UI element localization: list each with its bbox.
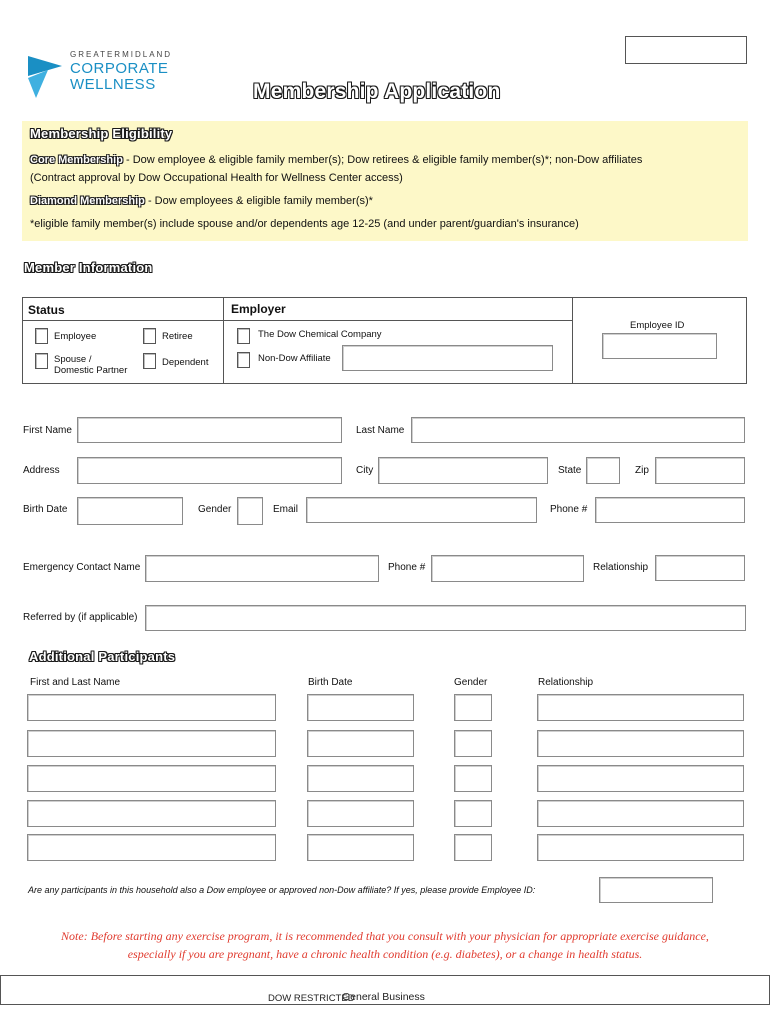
- city-label: City: [356, 465, 374, 476]
- member-info-heading: Member Information: [24, 260, 153, 275]
- heading-underline-employer: [223, 320, 573, 321]
- col-birth-header: Birth Date: [308, 677, 353, 688]
- employer-divider: [572, 297, 573, 384]
- relationship-input[interactable]: [655, 555, 745, 581]
- health-note-line1: Note: Before starting any exercise program, it is recommended that you consult with your physician for appropriate exercise guidance,: [61, 929, 709, 943]
- footer-restricted: DOW RESTRICTED: [268, 993, 355, 1004]
- participant-2-gender[interactable]: [454, 730, 492, 757]
- email-input[interactable]: [306, 497, 537, 523]
- last-name-label: Last Name: [356, 425, 405, 436]
- participant-4-gender[interactable]: [454, 800, 492, 827]
- eligibility-heading: Membership Eligibility: [30, 126, 173, 141]
- heading-underline-status: [22, 320, 224, 321]
- diamond-membership-label: Diamond Membership: [30, 195, 145, 207]
- status-spouse-checkbox[interactable]: [35, 353, 48, 369]
- participant-1-birth[interactable]: [307, 694, 414, 721]
- status-divider: [223, 297, 224, 384]
- logo-line2: CORPORATE: [70, 60, 169, 77]
- status-heading: Status: [28, 303, 65, 317]
- participant-5-gender[interactable]: [454, 834, 492, 861]
- employee-id-input[interactable]: [602, 333, 717, 359]
- participant-1-relationship[interactable]: [537, 694, 744, 721]
- office-use-box[interactable]: [625, 36, 747, 64]
- employer-non-dow-label: Non-Dow Affiliate: [258, 353, 331, 364]
- participant-1-gender[interactable]: [454, 694, 492, 721]
- emergency-phone-label: Phone #: [388, 562, 426, 573]
- participant-2-relationship[interactable]: [537, 730, 744, 757]
- address-label: Address: [23, 465, 60, 476]
- non-dow-affiliate-input[interactable]: [342, 345, 553, 371]
- status-domestic-partner-label: Domestic Partner: [54, 365, 128, 376]
- participant-4-name[interactable]: [27, 800, 276, 827]
- status-employee-checkbox[interactable]: [35, 328, 48, 344]
- emergency-contact-input[interactable]: [145, 555, 379, 582]
- city-input[interactable]: [378, 457, 548, 484]
- col-name-header: First and Last Name: [30, 677, 121, 688]
- status-dependent-label: Dependent: [162, 357, 209, 368]
- core-membership-label: Core Membership: [30, 154, 123, 166]
- employer-non-dow-checkbox[interactable]: [237, 352, 250, 368]
- core-membership-line: [30, 154, 642, 166]
- status-spouse-label: Spouse /: [54, 354, 92, 365]
- zip-label: Zip: [635, 465, 649, 476]
- employee-id-label: Employee ID: [630, 320, 685, 331]
- participant-4-relationship[interactable]: [537, 800, 744, 827]
- status-retiree-label: Retiree: [162, 331, 193, 342]
- employer-heading: Employer: [231, 302, 286, 316]
- participant-employee-id-input[interactable]: [599, 877, 713, 903]
- participant-4-birth[interactable]: [307, 800, 414, 827]
- col-relationship-header: Relationship: [538, 677, 594, 688]
- first-name-input[interactable]: [77, 417, 342, 443]
- eligibility-footnote: *eligible family member(s) include spouse and/or dependents age 12-25 (and under parent/guardian's insurance): [30, 218, 579, 230]
- status-dependent-checkbox[interactable]: [143, 353, 156, 369]
- referred-by-label: Referred by (if applicable): [23, 612, 138, 623]
- participants-question: Are any participants in this household also a Dow employee or approved non-Dow affiliate? If yes, please provide Employee ID:: [28, 885, 536, 895]
- phone-input[interactable]: [595, 497, 745, 523]
- state-input[interactable]: [586, 457, 620, 484]
- diamond-membership-text: - Dow employees & eligible family member(s)*: [144, 195, 373, 207]
- participant-3-relationship[interactable]: [537, 765, 744, 792]
- emergency-contact-label: Emergency Contact Name: [23, 562, 141, 573]
- col-gender-header: Gender: [454, 677, 488, 688]
- logo-line1: GREATERMIDLAND: [70, 50, 173, 59]
- participant-5-birth[interactable]: [307, 834, 414, 861]
- participant-1-name[interactable]: [27, 694, 276, 721]
- logo: [28, 50, 198, 100]
- relationship-label: Relationship: [593, 562, 649, 573]
- status-employee-label: Employee: [54, 331, 97, 342]
- phone-label: Phone #: [550, 504, 588, 515]
- gender-label: Gender: [198, 504, 232, 515]
- logo-chevron-icon: [28, 54, 64, 98]
- page-title: Membership Application: [253, 80, 501, 103]
- participant-2-name[interactable]: [27, 730, 276, 757]
- birth-date-input[interactable]: [77, 497, 183, 525]
- participant-2-birth[interactable]: [307, 730, 414, 757]
- participant-5-relationship[interactable]: [537, 834, 744, 861]
- state-label: State: [558, 465, 582, 476]
- status-retiree-checkbox[interactable]: [143, 328, 156, 344]
- core-membership-line2: (Contract approval by Dow Occupational Health for Wellness Center access): [30, 172, 403, 184]
- gender-input[interactable]: [237, 497, 263, 525]
- employer-dow-checkbox[interactable]: [237, 328, 250, 344]
- participants-heading: Additional Participants: [29, 649, 176, 664]
- last-name-input[interactable]: [411, 417, 745, 443]
- participant-3-gender[interactable]: [454, 765, 492, 792]
- emergency-phone-input[interactable]: [431, 555, 584, 582]
- footer-classification: General Business: [342, 991, 425, 1003]
- first-name-label: First Name: [23, 425, 72, 436]
- participant-3-name[interactable]: [27, 765, 276, 792]
- zip-input[interactable]: [655, 457, 745, 484]
- diamond-membership-line: [30, 195, 373, 207]
- logo-line3: WELLNESS: [70, 76, 156, 93]
- participant-5-name[interactable]: [27, 834, 276, 861]
- referred-by-input[interactable]: [145, 605, 746, 631]
- birth-date-label: Birth Date: [23, 504, 68, 515]
- employer-dow-label: The Dow Chemical Company: [258, 329, 382, 340]
- participant-3-birth[interactable]: [307, 765, 414, 792]
- core-membership-text: - Dow employee & eligible family member(s); Dow retirees & eligible family member(s)*; non-Dow affiliates: [122, 154, 643, 166]
- address-input[interactable]: [77, 457, 342, 484]
- email-label: Email: [273, 504, 299, 515]
- health-note-line2: especially if you are pregnant, have a chronic health condition (e.g. diabetes), or a change in health status.: [127, 947, 643, 961]
